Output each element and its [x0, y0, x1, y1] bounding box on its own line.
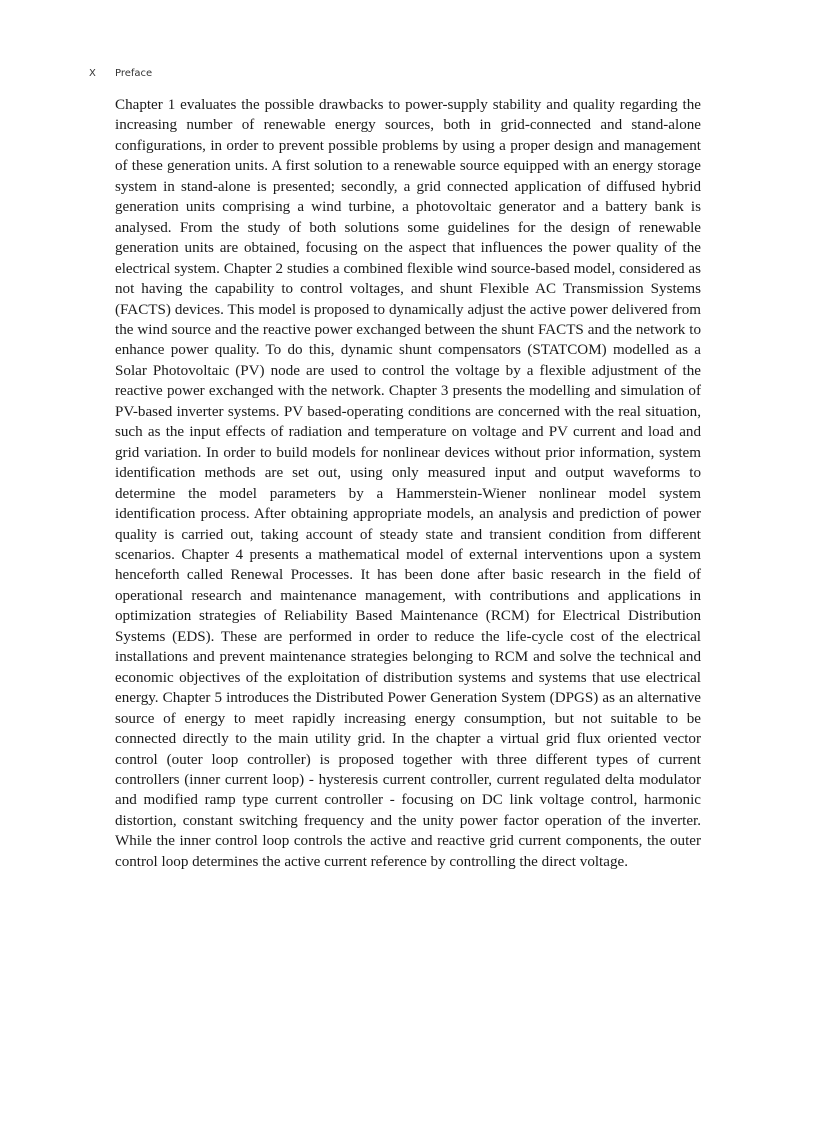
running-head: Preface	[115, 68, 153, 79]
body-paragraph: Chapter 1 evaluates the possible drawbacks to power-supply stability and quality regarding the increasing number of renewable energy sources, both in grid-connected and stand-alone configurations, in order to prevent possible problems by using a proper design and management of these generation units. A first solution to a renewable source equipped with an energy storage system in stand-alone is presented; secondly, a grid connected application of diffused hybrid generation units comprising a wind turbine, a photovoltaic generator and a battery bank is analysed. From the study of both solutions some guidelines for the design of renewable generation units are obtained, focusing on the aspect that influences the power quality of the electrical system. Chapter 2 studies a combined flexible wind source-based model, considered as not having the capability to control voltages, and shunt Flexible AC Transmission Systems (FACTS) devices. This model is proposed to dynamically adjust the active power delivered from the wind source and the reactive power exchanged between the shunt FACTS and the network to enhance power quality. To do this, dynamic shunt compensators (STATCOM) modelled as a Solar Photovoltaic (PV) node are used to control the voltage by a flexible adjustment of the reactive power exchanged with the network. Chapter 3 presents the modelling and simulation of PV-based inverter systems. PV based-operating conditions are concerned with the real situation, such as the input effects of radiation and temperature on voltage and PV current and load and grid variation. In order to build models for nonlinear devices without prior information, system identification methods are set out, using only measured input and output waveforms to determine the model parameters by a Hammerstein-Wiener nonlinear model system identification process. After obtaining appropriate models, an analysis and prediction of power quality is carried out, taking account of steady state and transient condition from different scenarios. Chapter 4 presents a mathematical model of external interventions upon a system henceforth called Renewal Processes. It has been done after basic research in the field of operational research and maintenance management, with contributions and applications in optimization strategies of Reliability Based Maintenance (RCM) for Electrical Distribution Systems (EDS). These are performed in order to reduce the life-cycle cost of the electrical installations and prevent maintenance strategies belonging to RCM and solve the technical and economic objectives of the exploitation of distribution systems and systems that use electrical energy. Chapter 5 introduces the Distributed Power Generation System (DPGS) as an alternative source of energy to meet rapidly increasing energy consumption, but not suitable to be connected directly to the main utility grid. In the chapter a virtual grid flux oriented vector control (outer loop controller) is proposed together with three different types of current controllers (inner current loop) - hysteresis current controller, current regulated delta modulator and modified ramp type current controller - focusing on DC link voltage control, harmonic distortion, constant switching frequency and the unity power factor operation of the inverter. While the inner control loop controls the active and reactive grid current components, the outer control loop determines the active current reference by controlling the direct voltage.	[115, 97, 701, 870]
page-number: X	[89, 68, 96, 79]
